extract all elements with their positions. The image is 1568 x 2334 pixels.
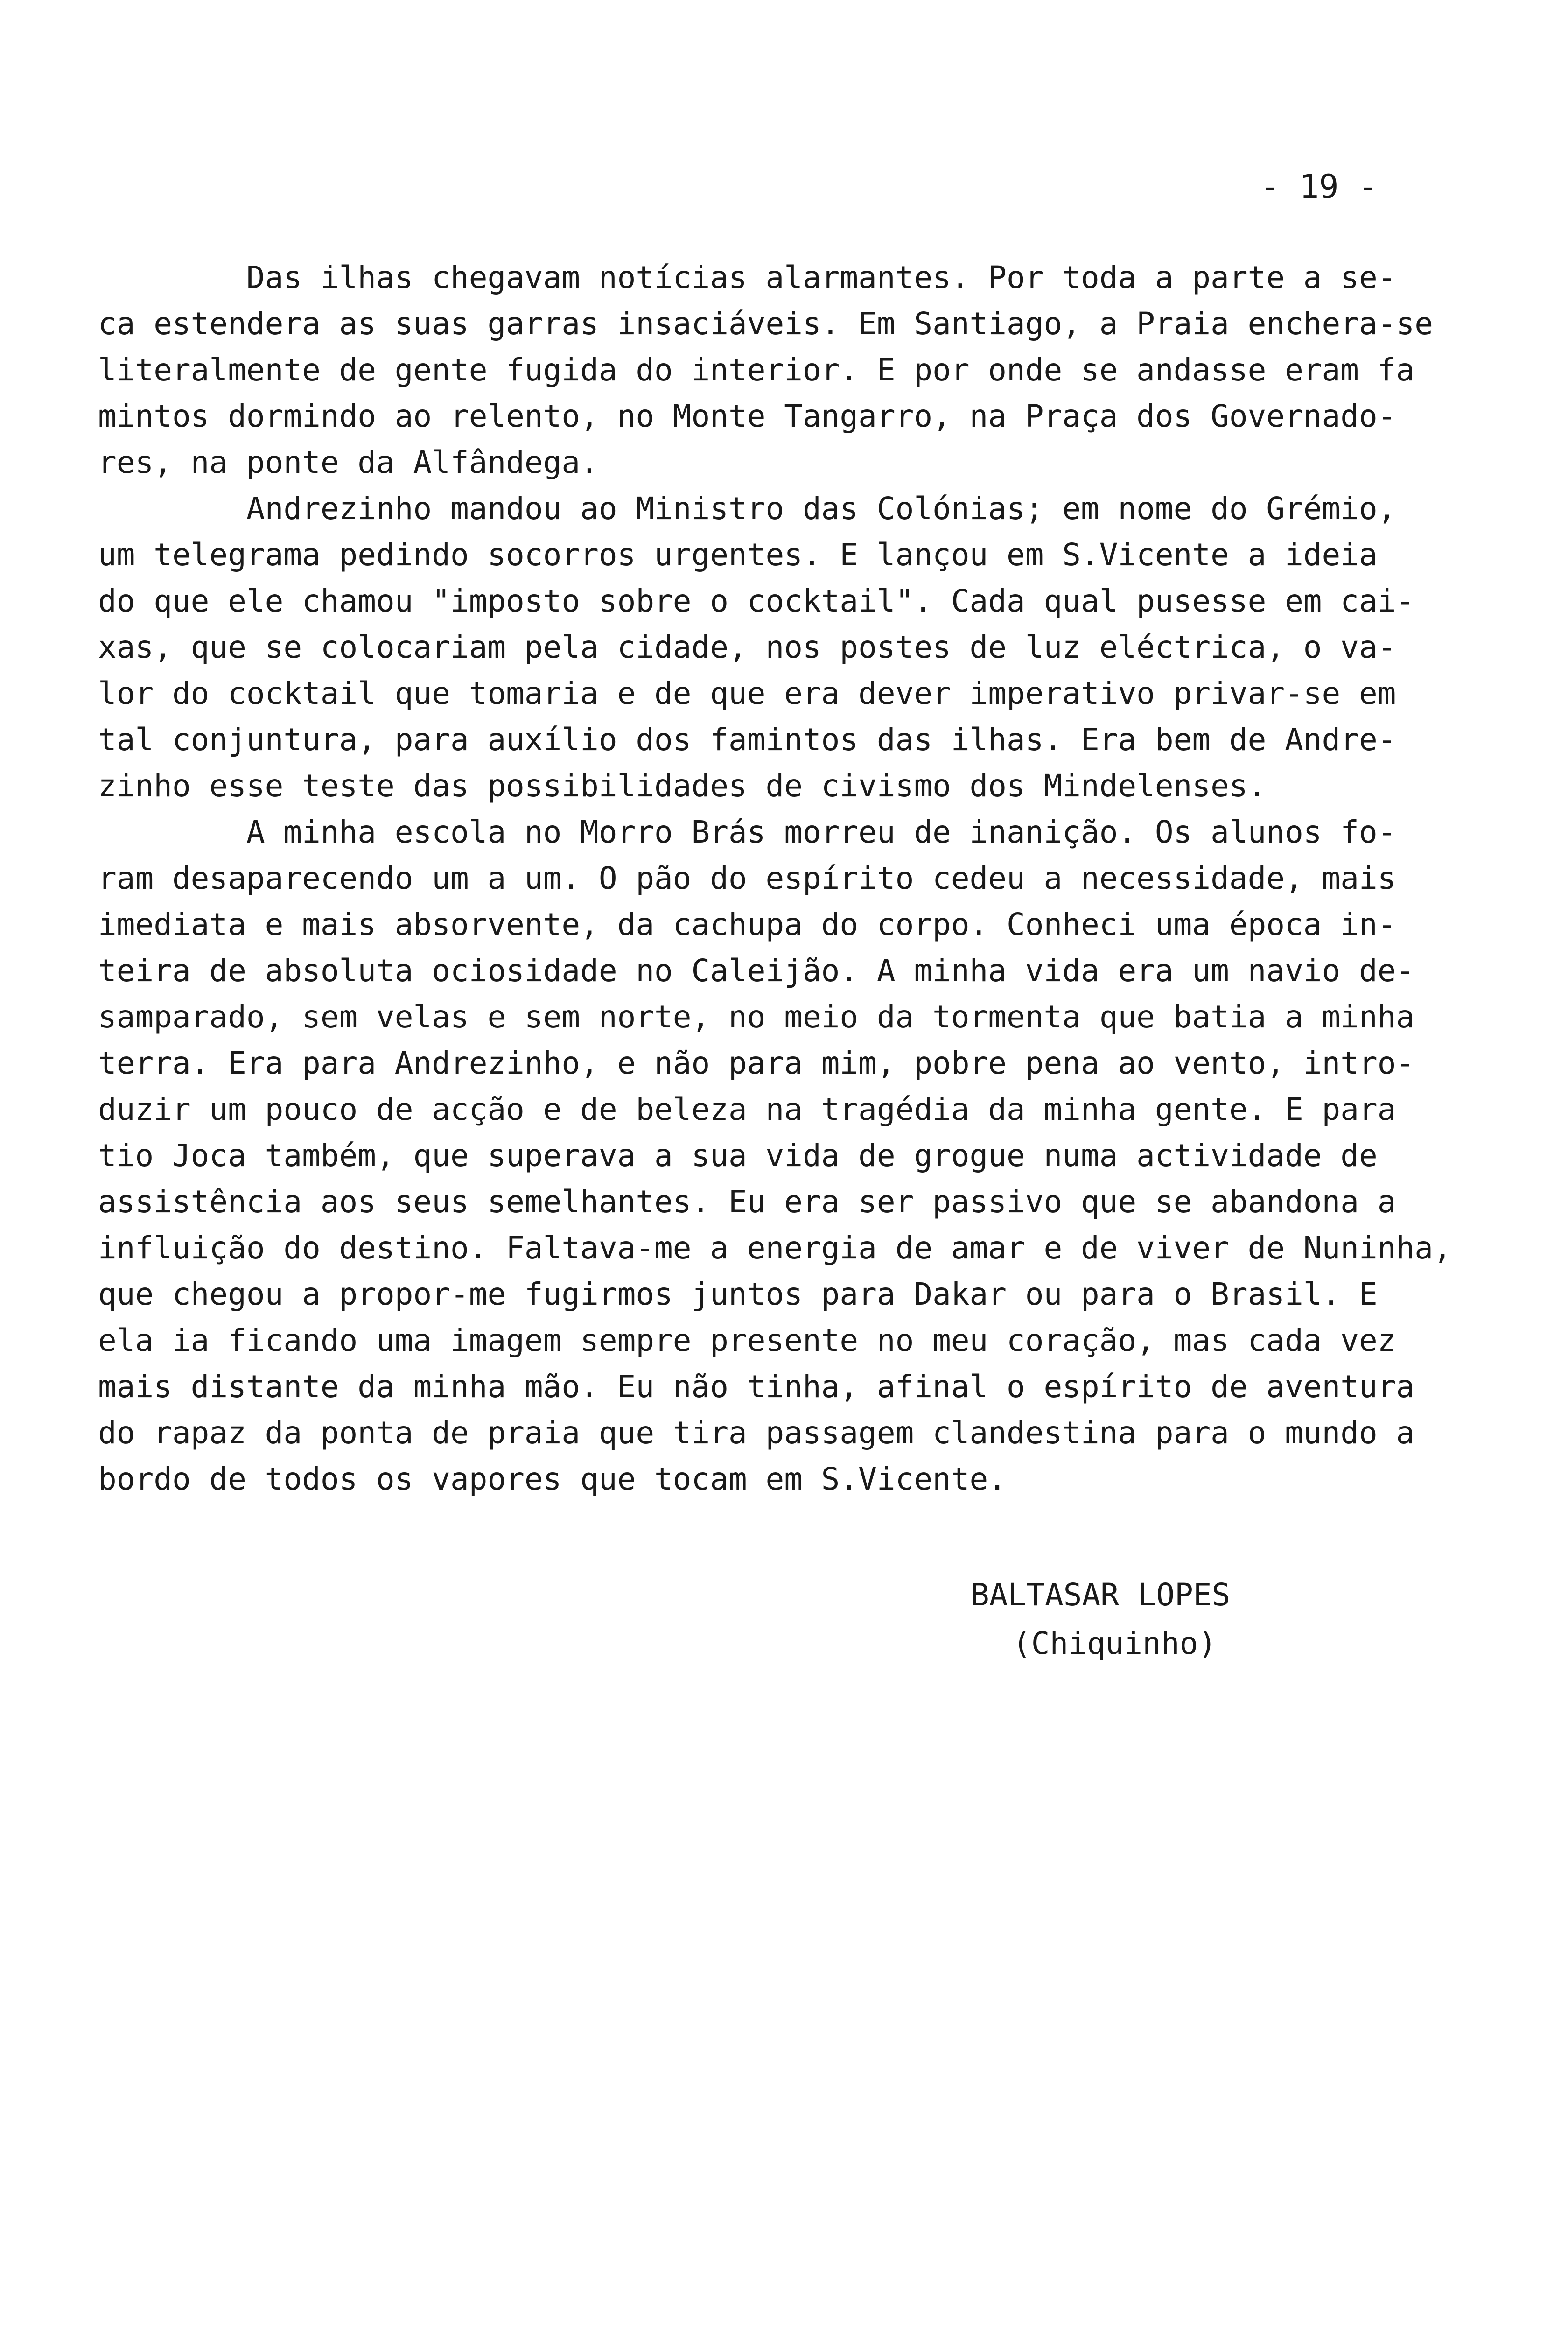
text-line: Das ilhas chegavam notícias alarmantes. Por toda a parte a se-: [98, 260, 1396, 295]
text-line: imediata e mais absorvente, da cachupa do corpo. Conheci uma época in-: [98, 907, 1396, 942]
body-text: [98, 254, 1489, 1502]
text-line: res, na ponte da Alfândega.: [98, 444, 599, 480]
text-line: terra. Era para Andrezinho, e não para mim, pobre pena ao vento, intro-: [98, 1045, 1415, 1081]
page-number: - 19 -: [1260, 168, 1378, 206]
text-line: assistência aos seus semelhantes. Eu era ser passivo que se abandona a: [98, 1184, 1396, 1220]
text-line: A minha escola no Morro Brás morreu de inanição. Os alunos fo-: [98, 814, 1396, 850]
text-line: mintos dormindo ao relento, no Monte Tangarro, na Praça dos Governado-: [98, 398, 1396, 434]
text-line: Andrezinho mandou ao Ministro das Colónias; em nome do Grémio,: [98, 491, 1396, 527]
text-line: um telegrama pedindo socorros urgentes. E lançou em S.Vicente a ideia: [98, 537, 1378, 573]
text-line: zinho esse teste das possibilidades de civismo dos Mindelenses.: [98, 768, 1267, 804]
author-name: BALTASAR LOPES: [971, 1577, 1231, 1613]
text-line: do que ele chamou "imposto sobre o cocktail". Cada qual pusesse em cai-: [98, 583, 1415, 619]
text-line: mais distante da minha mão. Eu não tinha, afinal o espírito de aventura: [98, 1369, 1415, 1405]
text-line: bordo de todos os vapores que tocam em S.Vicente.: [98, 1461, 1007, 1497]
text-line: duzir um pouco de acção e de beleza na tragédia da minha gente. E para: [98, 1091, 1396, 1127]
work-title: (Chiquinho): [1013, 1625, 1217, 1661]
text-line: ca estendera as suas garras insaciáveis. Em Santiago, a Praia enchera-se: [98, 306, 1433, 342]
text-line: tio Joca também, que superava a sua vida de grogue numa actividade de: [98, 1138, 1378, 1174]
text-line: teira de absoluta ociosidade no Caleijão. A minha vida era um navio de-: [98, 953, 1415, 989]
text-line: do rapaz da ponta de praia que tira passagem clandestina para o mundo a: [98, 1415, 1415, 1451]
text-line: ela ia ficando uma imagem sempre presente no meu coração, mas cada vez: [98, 1322, 1396, 1358]
text-line: literalmente de gente fugida do interior. E por onde se andasse eram fa: [98, 352, 1415, 388]
text-line: samparado, sem velas e sem norte, no meio da tormenta que batia a minha: [98, 999, 1415, 1035]
text-line: influição do destino. Faltava-me a energia de amar e de viver de Nuninha,: [98, 1230, 1452, 1266]
signature-block: [971, 1571, 1230, 1668]
text-line: lor do cocktail que tomaria e de que era dever imperativo privar-se em: [98, 675, 1396, 711]
text-line: ram desaparecendo um a um. O pão do espírito cedeu a necessidade, mais: [98, 860, 1396, 896]
text-line: xas, que se colocariam pela cidade, nos postes de luz eléctrica, o va-: [98, 629, 1396, 665]
text-line: que chegou a propor-me fugirmos juntos para Dakar ou para o Brasil. E: [98, 1276, 1378, 1312]
text-line: tal conjuntura, para auxílio dos famintos das ilhas. Era bem de Andre-: [98, 722, 1396, 758]
